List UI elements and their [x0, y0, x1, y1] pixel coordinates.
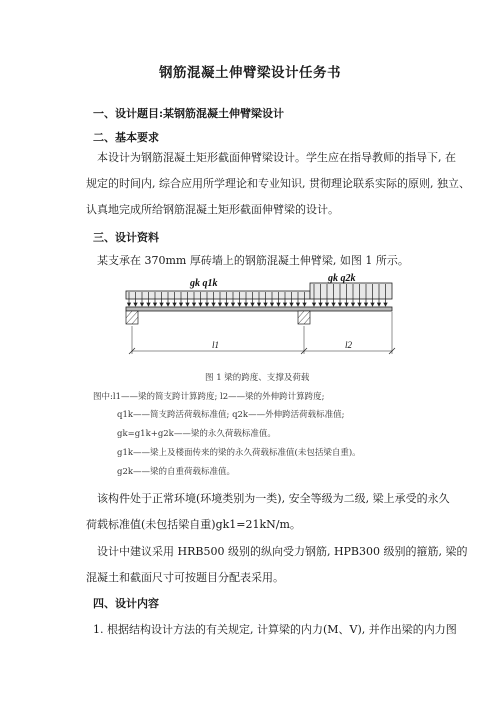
legend-line-2: q1k——简支跨活荷载标准值; q2k——外伸跨活荷载标准值;: [117, 410, 345, 420]
span-label-l1: l1: [212, 340, 220, 350]
section-4-heading: 四、设计内容: [93, 597, 159, 610]
load-arrow-head: [218, 303, 221, 306]
load-arrow-head: [166, 303, 169, 306]
load-arrow-head: [325, 303, 328, 306]
legend-line-3: gk=g1k+g2k——梁的永久荷载标准值。: [117, 429, 276, 439]
load-arrow-head: [358, 303, 361, 306]
load-arrow-head: [127, 303, 130, 306]
load-arrow-head: [283, 303, 286, 306]
material-line-1: 设计中建议采用 HRB500 级别的纵向受力钢筋, HPB300 级别的箍筋, 梁的: [97, 545, 468, 558]
load-arrow-head: [296, 303, 299, 306]
legend-line-5: g2k——梁的自重荷载标准值。: [117, 467, 236, 477]
load-arrow-head: [264, 303, 267, 306]
load-label-overhang: gk q2k: [328, 273, 356, 284]
legend-line-4: g1k——梁上及楼面传来的梁的永久荷载标准值(未包括梁自重)。: [117, 448, 361, 458]
middle-wall-support: [298, 311, 310, 324]
requirements-line-1: 本设计为钢筋混凝土矩形截面伸臂梁设计。学生应在指导教师的指导下, 在: [97, 151, 456, 164]
beam-load-figure: [122, 272, 404, 368]
load-arrow-head: [225, 303, 228, 306]
load-label-simple-span: gk q1k: [190, 278, 218, 289]
load-arrow-head: [257, 303, 260, 306]
load-arrow-head: [364, 303, 367, 306]
load-arrow-head: [199, 303, 202, 306]
requirements-line-3: 认真地完成所给钢筋混凝土矩形截面伸臂梁的设计。: [86, 203, 339, 216]
environment-line-2: 荷载标准值(未包括梁自重)gk1=21kN/m。: [86, 518, 301, 531]
load-arrow-head: [303, 303, 306, 306]
section-2-heading: 二、基本要求: [93, 131, 159, 144]
load-arrow-head: [179, 303, 182, 306]
load-arrow-head: [160, 303, 163, 306]
document-title: 钢筋混凝土伸臂梁设计任务书: [159, 65, 341, 81]
load-arrow-head: [238, 303, 241, 306]
load-arrow-head: [147, 303, 150, 306]
load-arrow-head: [244, 303, 247, 306]
beam: [126, 307, 392, 311]
load-arrow-head: [290, 303, 293, 306]
load-arrow-head: [345, 303, 348, 306]
load-arrow-head: [205, 303, 208, 306]
load-arrow-head: [270, 303, 273, 306]
section-1-heading: 一、设计题目:某钢筋混凝土伸臂梁设计: [93, 107, 285, 120]
load-arrow-head: [351, 303, 354, 306]
load-arrow-head: [134, 303, 137, 306]
load-arrow-head: [186, 303, 189, 306]
figure-caption: 图 1 梁的跨度、支撑及荷载: [205, 373, 310, 383]
left-wall-support: [126, 311, 138, 324]
load-arrow-head: [251, 303, 254, 306]
load-block-simple-span: [126, 291, 310, 299]
load-arrow-head: [384, 303, 387, 306]
load-arrow-head: [377, 303, 380, 306]
load-arrow-head: [332, 303, 335, 306]
design-data-line-1: 某支承在 370mm 厚砖墙上的钢筋混凝土伸臂梁, 如图 1 所示。: [97, 254, 409, 267]
legend-line-1: 图中:l1——梁的简支跨计算跨度; l2——梁的外伸跨计算跨度;: [93, 392, 325, 402]
load-arrow-head: [312, 303, 315, 306]
load-arrow-head: [371, 303, 374, 306]
beam-diagram: [122, 272, 404, 368]
environment-line-1: 该构件处于正常环境(环境类别为一类), 安全等级为二级, 梁上承受的永久: [97, 492, 450, 505]
requirements-line-2: 规定的时间内, 综合应用所学理论和专业知识, 贯彻理论联系实际的原则, 独立、: [86, 177, 470, 190]
load-arrow-head: [319, 303, 322, 306]
load-arrow-head: [192, 303, 195, 306]
load-arrow-head: [277, 303, 280, 306]
content-item-1: 1. 根据结构设计方法的有关规定, 计算梁的内力(M、V), 并作出梁的内力图: [93, 623, 457, 636]
load-arrow-head: [153, 303, 156, 306]
material-line-2: 混凝土和截面尺寸可按题目分配表采用。: [86, 571, 284, 584]
span-label-l2: l2: [345, 340, 353, 350]
section-3-heading: 三、设计资料: [93, 231, 159, 244]
load-arrow-head: [173, 303, 176, 306]
load-block-overhang: [310, 283, 392, 299]
load-arrow-head: [338, 303, 341, 306]
load-arrow-head: [212, 303, 215, 306]
load-arrow-head: [231, 303, 234, 306]
load-arrow-head: [140, 303, 143, 306]
